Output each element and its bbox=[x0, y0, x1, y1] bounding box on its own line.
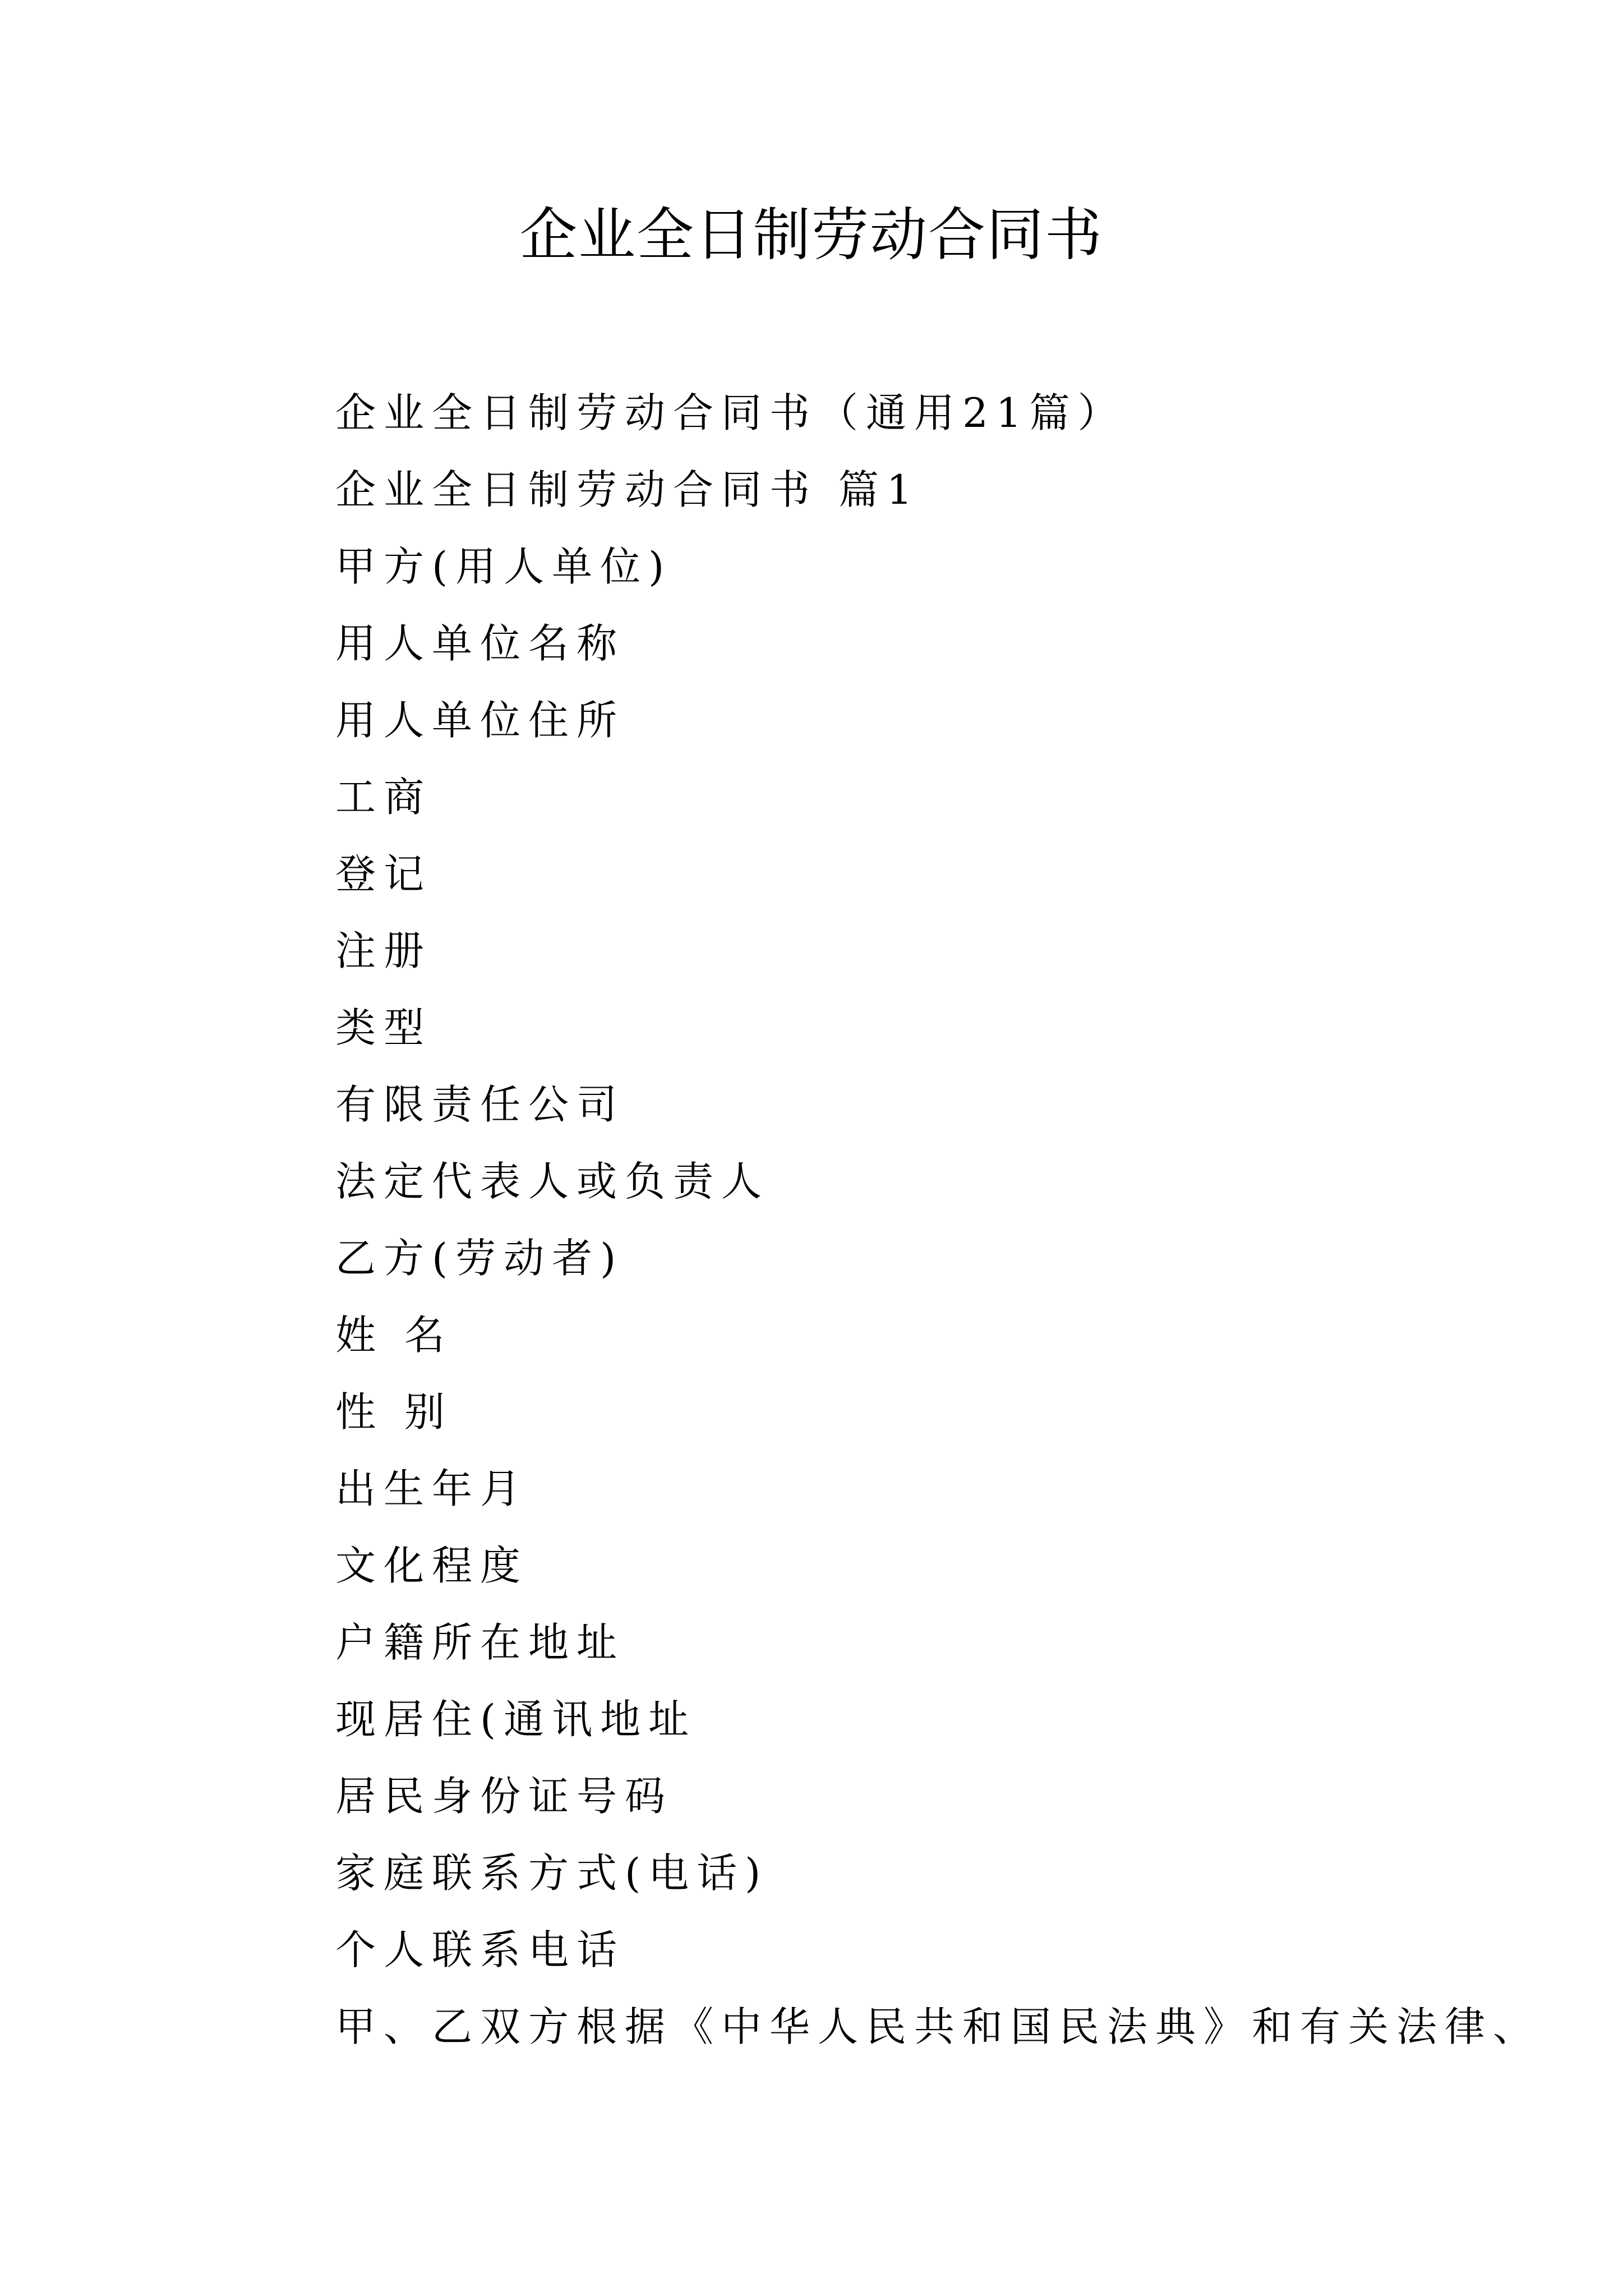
body-line: 个人联系电话 bbox=[335, 1926, 625, 1973]
body-line: 登记 bbox=[335, 850, 432, 898]
body-line: 法定代表人或负责人 bbox=[335, 1158, 770, 1205]
body-line: 企业全日制劳动合同书（通用21篇） bbox=[335, 389, 1126, 436]
body-line: 企业全日制劳动合同书 篇1 bbox=[335, 466, 920, 513]
body-line: 用人单位名称 bbox=[335, 620, 625, 667]
document-body bbox=[335, 375, 1542, 2065]
body-line: 甲方(用人单位) bbox=[335, 543, 672, 590]
document-title: 企业全日制劳动合同书 bbox=[520, 202, 1103, 269]
body-line: 甲、乙双方根据《中华人民共和国民法典》和有关法律、 bbox=[335, 2003, 1542, 2050]
body-line: 乙方(劳动者) bbox=[335, 1235, 624, 1282]
body-line: 类型 bbox=[335, 1004, 432, 1051]
body-line: 文化程度 bbox=[335, 1542, 529, 1589]
body-line: 户籍所在地址 bbox=[335, 1619, 625, 1666]
body-line: 出生年月 bbox=[335, 1465, 529, 1512]
body-line: 工商 bbox=[335, 774, 432, 821]
body-line: 性 别 bbox=[335, 1388, 453, 1435]
body-line: 注册 bbox=[335, 927, 432, 974]
body-line: 居民身份证号码 bbox=[335, 1773, 674, 1820]
body-line: 有限责任公司 bbox=[335, 1081, 625, 1128]
body-line: 现居住(通讯地址 bbox=[335, 1696, 697, 1743]
body-line: 用人单位住所 bbox=[335, 697, 625, 744]
body-line: 家庭联系方式(电话) bbox=[335, 1849, 769, 1897]
body-line: 姓 名 bbox=[335, 1312, 453, 1359]
